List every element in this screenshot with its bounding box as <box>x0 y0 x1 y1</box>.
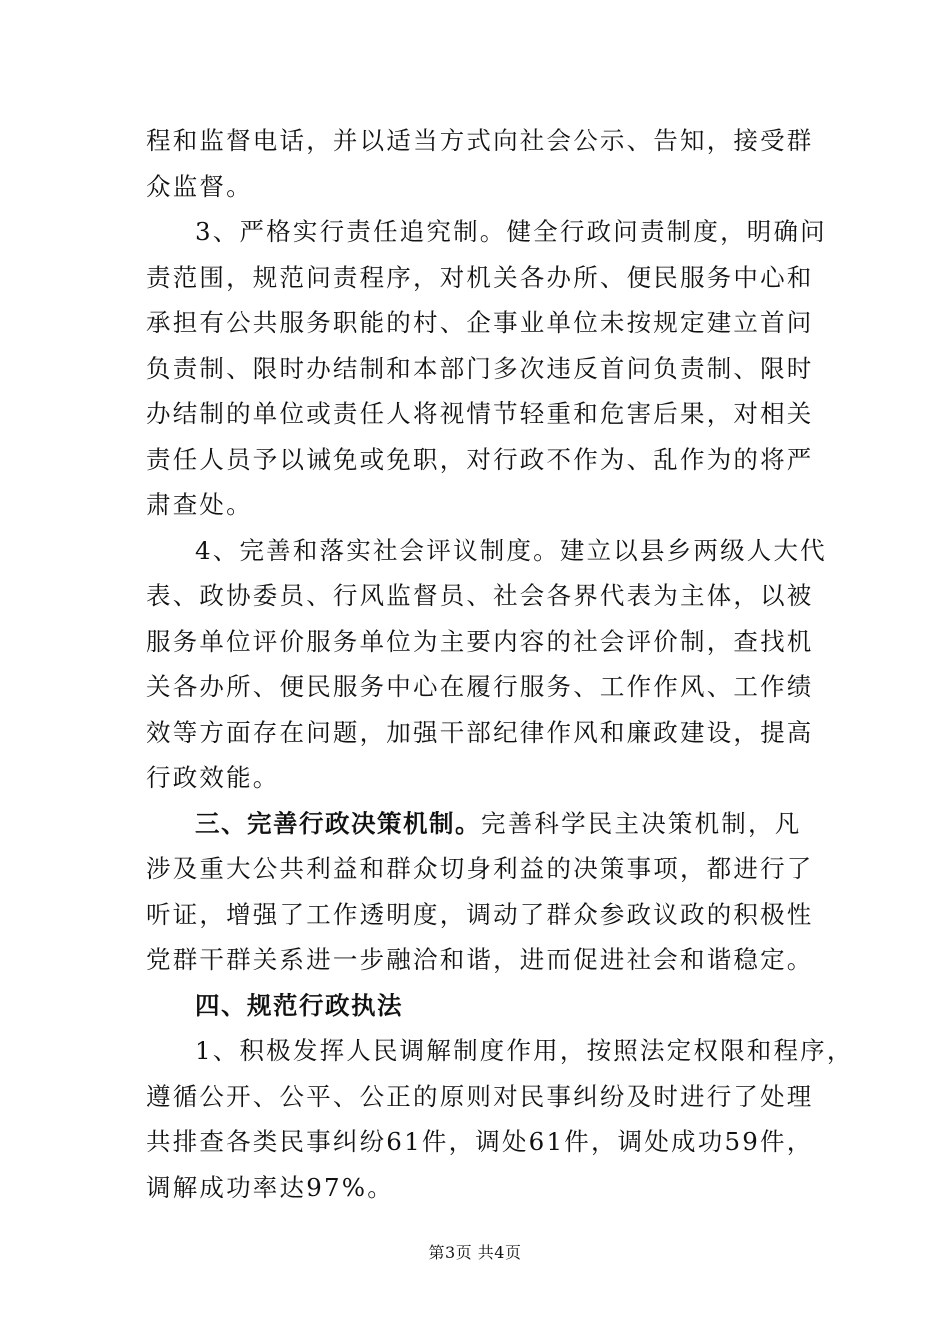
text-line: 服务单位评价服务单位为主要内容的社会评价制，查找机 <box>146 626 814 656</box>
text-line: 表、政协委员、行风监督员、社会各界代表为主体，以被 <box>146 581 814 610</box>
text-line: 遵循公开、公平、公正的原则对民事纠纷及时进行了处理 <box>146 1081 814 1111</box>
section-3-heading: 三、完善行政决策机制。 <box>195 808 481 838</box>
section-4-heading: 四、规范行政执法 <box>195 990 403 1020</box>
text-line: 党群干群关系进一步融洽和谐，进而促进社会和谐稳定。 <box>146 945 814 974</box>
text-line: 肃查处。 <box>146 490 253 519</box>
page-number-footer: 第3页 共4页 <box>428 1243 522 1262</box>
section-3-text: 完善科学民主决策机制，凡 <box>481 808 802 838</box>
item-1-start: 1、积极发挥人民调解制度作用，按照法定权限和程序， <box>195 1036 854 1065</box>
text-line: 涉及重大公共利益和群众切身利益的决策事项，都进行了 <box>146 854 814 883</box>
section-3-start <box>146 801 816 847</box>
text-line: 程和监督电话，并以适当方式向社会公示、告知，接受群 <box>146 126 814 155</box>
text-line: 责任人员予以诫免或免职，对行政不作为、乱作为的将严 <box>146 444 814 474</box>
paragraph-4-start: 4、完善和落实社会评议制度。建立以县乡两级人大代 <box>195 535 827 565</box>
text-line: 调解成功率达97%。 <box>146 1172 394 1202</box>
text-line: 听证，增强了工作透明度，调动了群众参政议政的积极性 <box>146 899 814 929</box>
text-line: 行政效能。 <box>146 763 280 792</box>
paragraph-3-start: 3、严格实行责任追究制。健全行政问责制度，明确问 <box>195 217 827 246</box>
text-line: 关各办所、便民服务中心在履行服务、工作作风、工作绩 <box>146 672 814 701</box>
text-line: 承担有公共服务职能的村、企事业单位未按规定建立首问 <box>146 308 814 337</box>
text-line: 众监督。 <box>146 171 253 201</box>
text-line: 负责制、限时办结制和本部门多次违反首问负责制、限时 <box>146 353 814 383</box>
text-line: 责范围，规范问责程序，对机关各办所、便民服务中心和 <box>146 262 814 292</box>
text-line: 共排查各类民事纠纷61件，调处61件，调处成功59件， <box>146 1127 814 1156</box>
document-body <box>146 118 854 1210</box>
text-line: 效等方面存在问题，加强干部纪律作风和廉政建设，提高 <box>146 717 814 747</box>
text-line: 办结制的单位或责任人将视情节轻重和危害后果，对相关 <box>146 399 814 428</box>
